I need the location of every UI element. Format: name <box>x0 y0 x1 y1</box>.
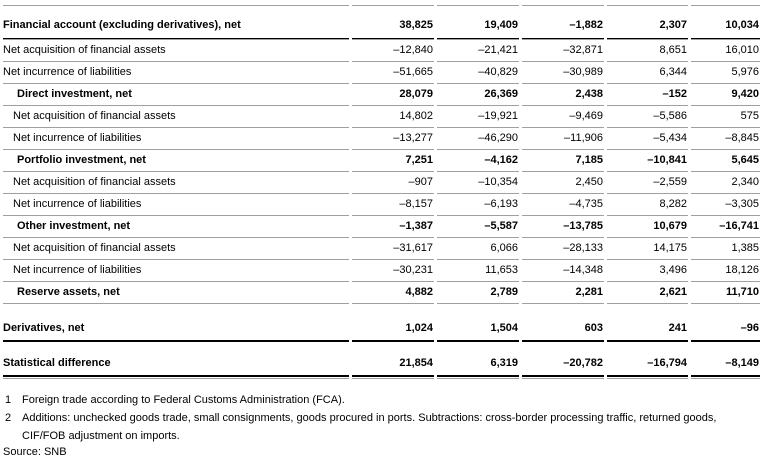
row-value: 1,385 <box>691 238 760 260</box>
row-value: –31,617 <box>352 238 434 260</box>
row-value: –6,193 <box>437 194 519 216</box>
row-value: 2,789 <box>437 282 519 304</box>
row-value: 2,307 <box>607 5 688 39</box>
row-value: –1,882 <box>522 5 604 39</box>
spacer-cell <box>352 304 434 319</box>
row-label: Net incurrence of liabilities <box>3 194 349 216</box>
row-value: –4,162 <box>437 150 519 172</box>
row-value: –5,586 <box>607 106 688 128</box>
table-row <box>3 5 760 39</box>
table-row <box>3 84 760 106</box>
row-value: 11,653 <box>437 260 519 282</box>
row-label: Net acquisition of financial assets <box>3 106 349 128</box>
spacer-cell <box>437 342 519 354</box>
row-value: –10,354 <box>437 172 519 194</box>
spacer-cell <box>691 342 760 354</box>
row-value: –5,434 <box>607 128 688 150</box>
row-value: –9,469 <box>522 106 604 128</box>
row-value: 2,621 <box>607 282 688 304</box>
row-value: –51,665 <box>352 62 434 84</box>
spacer-row <box>3 304 760 319</box>
spacer-cell <box>3 304 349 319</box>
footnote-1-text: Foreign trade according to Federal Customs Administration (FCA). <box>22 394 345 406</box>
row-value: –30,989 <box>522 62 604 84</box>
row-value: –14,348 <box>522 260 604 282</box>
row-label: Reserve assets, net <box>3 282 349 304</box>
row-label: Net acquisition of financial assets <box>3 172 349 194</box>
row-value: –32,871 <box>522 39 604 62</box>
table-body <box>3 5 760 379</box>
row-value: 7,185 <box>522 150 604 172</box>
row-value: –907 <box>352 172 434 194</box>
table-row <box>3 128 760 150</box>
row-value: –12,840 <box>352 39 434 62</box>
row-label: Portfolio investment, net <box>3 150 349 172</box>
spacer-cell <box>607 342 688 354</box>
row-label: Net acquisition of financial assets <box>3 39 349 62</box>
row-label: Derivatives, net <box>3 319 349 342</box>
rule-cell <box>522 378 604 379</box>
table-row <box>3 172 760 194</box>
row-label: Financial account (excluding derivatives), net <box>3 5 349 39</box>
source-label: Source: SNB <box>3 446 67 458</box>
table-row <box>3 39 760 62</box>
row-value: –96 <box>691 319 760 342</box>
row-value: –20,782 <box>522 354 604 377</box>
rule-cell <box>437 378 519 379</box>
row-value: –11,906 <box>522 128 604 150</box>
spacer-cell <box>607 304 688 319</box>
row-value: 7,251 <box>352 150 434 172</box>
row-value: –28,133 <box>522 238 604 260</box>
row-value: –21,421 <box>437 39 519 62</box>
row-value: –13,277 <box>352 128 434 150</box>
spacer-row <box>3 342 760 354</box>
row-value: 8,282 <box>607 194 688 216</box>
footnote-1-number: 1 <box>5 394 12 406</box>
row-value: 6,066 <box>437 238 519 260</box>
row-value: 5,645 <box>691 150 760 172</box>
row-value: 241 <box>607 319 688 342</box>
row-value: 1,504 <box>437 319 519 342</box>
row-value: 26,369 <box>437 84 519 106</box>
row-value: 28,079 <box>352 84 434 106</box>
row-value: 2,281 <box>522 282 604 304</box>
row-value: –8,845 <box>691 128 760 150</box>
spacer-cell <box>522 342 604 354</box>
row-value: 14,802 <box>352 106 434 128</box>
row-value: 6,319 <box>437 354 519 377</box>
table-row <box>3 62 760 84</box>
table-row <box>3 260 760 282</box>
row-value: –10,841 <box>607 150 688 172</box>
row-value: 575 <box>691 106 760 128</box>
spacer-cell <box>352 342 434 354</box>
row-label: Direct investment, net <box>3 84 349 106</box>
row-value: 16,010 <box>691 39 760 62</box>
row-label: Net acquisition of financial assets <box>3 238 349 260</box>
row-value: 8,651 <box>607 39 688 62</box>
rule-cell <box>691 378 760 379</box>
row-label: Statistical difference <box>3 354 349 377</box>
row-value: 5,976 <box>691 62 760 84</box>
row-value: –4,735 <box>522 194 604 216</box>
footnote-2 <box>5 409 763 445</box>
row-value: –19,921 <box>437 106 519 128</box>
row-value: 1,024 <box>352 319 434 342</box>
rule-cell <box>3 378 349 379</box>
row-value: 10,034 <box>691 5 760 39</box>
row-value: 2,450 <box>522 172 604 194</box>
row-value: 3,496 <box>607 260 688 282</box>
row-value: –16,741 <box>691 216 760 238</box>
row-value: –8,149 <box>691 354 760 377</box>
row-value: –152 <box>607 84 688 106</box>
row-value: –46,290 <box>437 128 519 150</box>
table-row <box>3 216 760 238</box>
rule-cell <box>607 378 688 379</box>
footnote-2-text: Additions: unchecked goods trade, small consignments, goods procured in ports. Subtractions: cross-border processing traffic, returned goods, CIF/FOB adjustment on imports. <box>22 412 717 442</box>
table-row <box>3 238 760 260</box>
spacer-cell <box>522 304 604 319</box>
financial-account-table <box>0 5 763 379</box>
row-value: 18,126 <box>691 260 760 282</box>
row-value: 14,175 <box>607 238 688 260</box>
table-row <box>3 282 760 304</box>
table-row <box>3 319 760 342</box>
spacer-cell <box>437 304 519 319</box>
footnote-1 <box>5 391 763 409</box>
row-label: Other investment, net <box>3 216 349 238</box>
table-row <box>3 354 760 377</box>
row-value: –8,157 <box>352 194 434 216</box>
row-value: –30,231 <box>352 260 434 282</box>
row-value: –13,785 <box>522 216 604 238</box>
footnotes <box>0 391 763 445</box>
row-value: 21,854 <box>352 354 434 377</box>
table-row <box>3 106 760 128</box>
row-label: Net incurrence of liabilities <box>3 260 349 282</box>
footnote-2-number: 2 <box>5 412 12 424</box>
row-value: –1,387 <box>352 216 434 238</box>
row-value: –2,559 <box>607 172 688 194</box>
row-label: Net incurrence of liabilities <box>3 62 349 84</box>
table-row <box>3 194 760 216</box>
bottom-gray-rule <box>3 378 760 379</box>
row-value: 6,344 <box>607 62 688 84</box>
row-value: –5,587 <box>437 216 519 238</box>
row-value: –3,305 <box>691 194 760 216</box>
row-value: 2,340 <box>691 172 760 194</box>
row-value: –16,794 <box>607 354 688 377</box>
row-value: 9,420 <box>691 84 760 106</box>
row-value: –40,829 <box>437 62 519 84</box>
table-row <box>3 150 760 172</box>
row-value: 2,438 <box>522 84 604 106</box>
row-label: Net incurrence of liabilities <box>3 128 349 150</box>
spacer-cell <box>691 304 760 319</box>
rule-cell <box>352 378 434 379</box>
row-value: 38,825 <box>352 5 434 39</box>
spacer-cell <box>3 342 349 354</box>
row-value: 4,882 <box>352 282 434 304</box>
row-value: 11,710 <box>691 282 760 304</box>
row-value: 19,409 <box>437 5 519 39</box>
row-value: 603 <box>522 319 604 342</box>
row-value: 10,679 <box>607 216 688 238</box>
